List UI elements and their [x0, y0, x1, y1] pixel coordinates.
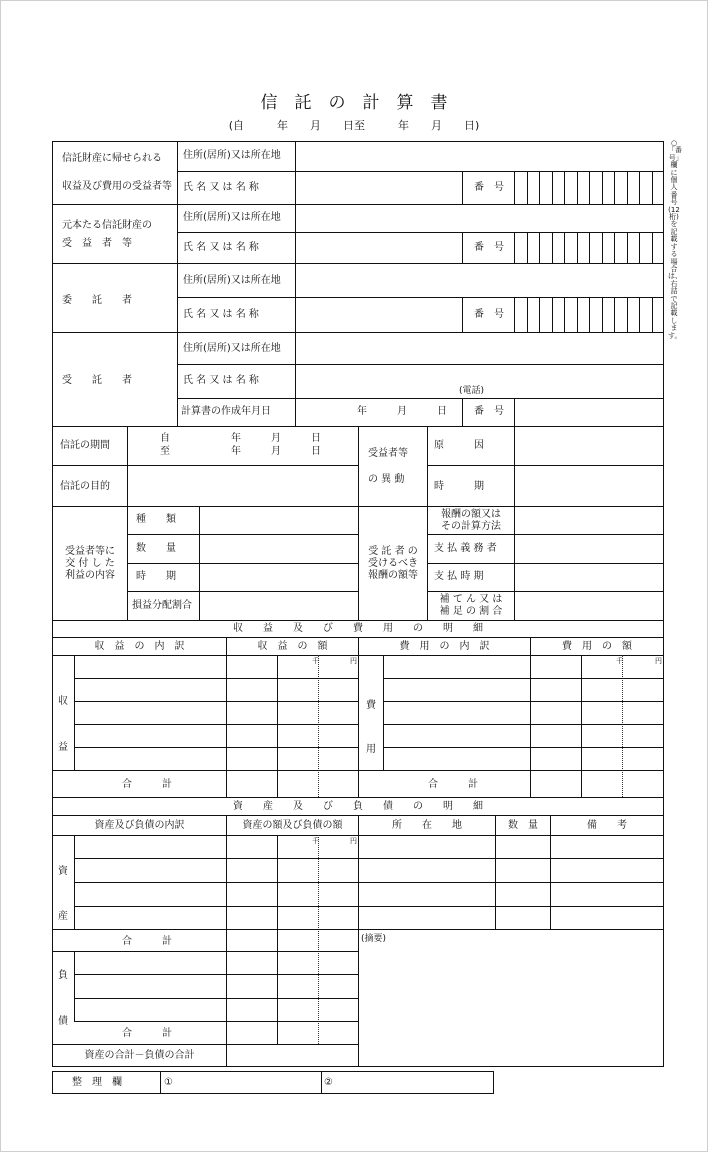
digit-box-divider: [589, 297, 590, 332]
expense-amount-header: 費 用 の 額: [562, 640, 632, 652]
income-breakdown-header: 収 益 の 内 訳: [94, 640, 185, 652]
assets-yen-unit: 円: [350, 837, 357, 845]
quantity-label: 数 量: [136, 543, 176, 554]
footer-two: ②: [324, 1077, 333, 1088]
trust-from: 自: [160, 433, 170, 444]
fee-label: 受 託 者 の 受けるべき 報酬の額等: [368, 545, 418, 581]
digit-box-divider: [652, 171, 653, 204]
digit-box-divider: [577, 171, 578, 204]
settlor-label: 委 託 者: [62, 295, 132, 306]
digit-box-divider: [552, 297, 553, 332]
time-label: 時 期: [136, 571, 176, 582]
timing-label: 時 期: [434, 481, 484, 492]
address-label-1: 住所(居所)又は所在地: [183, 150, 281, 161]
digit-box-divider: [564, 297, 565, 332]
name-label-2: 氏 名 又 は 名 称: [183, 242, 259, 253]
payer-label: 支 払 義 務 者: [434, 543, 497, 554]
trustee-label: 受 託 者: [62, 375, 132, 386]
income-side-2: 益: [58, 742, 68, 753]
digit-box-divider: [577, 297, 578, 332]
liab-side-1: 負: [58, 970, 68, 981]
cause-label: 原 因: [434, 440, 484, 451]
address-label-2: 住所(居所)又は所在地: [183, 212, 281, 223]
income-total-label: 合 計: [122, 779, 172, 790]
name-label-4: 氏 名 又 は 名 称: [183, 375, 259, 386]
digit-box-divider: [552, 232, 553, 263]
compensation-label: 補 て ん 又 は 補 足 の 割 合: [439, 594, 503, 617]
form-period: (自 年 月 日至 年 月 日): [228, 119, 480, 132]
digit-box-divider: [614, 297, 615, 332]
change-label-1: 受益者等: [368, 448, 408, 459]
created-date-ymd: 年 月 日: [357, 406, 447, 417]
pay-time-label: 支 払 時 期: [434, 571, 484, 582]
digit-box-divider: [614, 232, 615, 263]
digit-box-divider: [527, 297, 528, 332]
assets-section-title: 資 産 及 び 負 債 の 明 細: [233, 800, 483, 812]
remarks-header: 備 考: [587, 819, 627, 831]
expense-side-2: 用: [366, 744, 376, 755]
fee-amount-label: 報酬の額又は その計算方法: [441, 508, 501, 532]
principal-label-2: 受 益 者 等: [62, 238, 132, 249]
change-label-2: の 異 動: [368, 474, 405, 485]
beneficiary-label-1: 信託財産に帰せられる: [62, 153, 162, 164]
count-header: 数 量: [508, 819, 538, 831]
number-label-4: 番 号: [474, 406, 504, 417]
digit-box-divider: [589, 171, 590, 204]
digit-box-divider: [652, 232, 653, 263]
benefit-label: 受益者等に 交 付 し た 利益の内容: [65, 545, 115, 581]
trust-period-label: 信託の期間: [60, 440, 110, 451]
expense-total-label: 合 計: [428, 779, 478, 790]
ratio-label: 損益分配割合: [132, 600, 192, 611]
digit-box-divider: [589, 232, 590, 263]
liab-total-label: 合 計: [122, 1028, 172, 1039]
digit-box-divider: [614, 171, 615, 204]
digit-box-divider: [652, 297, 653, 332]
number-label-2: 番 号: [474, 242, 504, 253]
digit-box-divider: [602, 297, 603, 332]
asset-side-2: 産: [58, 911, 68, 922]
beneficiary-label-2: 収益及び費用の受益者等: [62, 181, 172, 192]
assets-thousand-unit: 千: [312, 837, 319, 845]
expense-thousand-unit: 千: [616, 657, 623, 665]
address-label-4: 住所(居所)又は所在地: [183, 343, 281, 354]
trust-to: 至: [160, 446, 170, 457]
footer-one: ①: [164, 1077, 173, 1088]
digit-box-divider: [552, 171, 553, 204]
digit-box-divider: [527, 232, 528, 263]
asset-side-1: 資: [58, 866, 68, 877]
digit-box-divider: [527, 171, 528, 204]
digit-box-divider: [627, 171, 628, 204]
income-side-1: 収: [58, 696, 68, 707]
assets-amount-header: 資産の額及び負債の額: [242, 819, 343, 831]
expense-yen-unit: 円: [655, 657, 662, 665]
trust-purpose-label: 信託の目的: [60, 481, 110, 492]
address-label-3: 住所(居所)又は所在地: [183, 275, 281, 286]
digit-box-divider: [602, 232, 603, 263]
form-title: 信 託 の 計 算 書: [260, 93, 448, 113]
digit-box-divider: [539, 171, 540, 204]
trust-from-ymd: 年 月 日: [231, 433, 321, 444]
digit-box-divider: [639, 171, 640, 204]
expense-side-1: 費: [366, 700, 376, 711]
summary-label: (摘要): [361, 934, 387, 944]
income-amount-header: 収 益 の 額: [257, 640, 328, 652]
asset-total-label: 合 計: [122, 936, 172, 947]
name-label-3: 氏 名 又 は 名 称: [183, 309, 259, 320]
digit-box-divider: [639, 232, 640, 263]
name-label-1: 氏 名 又 は 名 称: [183, 182, 259, 193]
digit-box-divider: [564, 232, 565, 263]
liab-side-2: 債: [58, 1016, 68, 1027]
number-label-3: 番 号: [474, 309, 504, 320]
income-yen-unit: 円: [350, 657, 357, 665]
assets-breakdown-header: 資産及び負債の内訳: [94, 819, 185, 831]
income-thousand-unit: 千: [312, 657, 319, 665]
digit-box-divider: [539, 232, 540, 263]
income-section-title: 収 益 及 び 費 用 の 明 細: [233, 623, 483, 634]
net-label: 資産の合計－負債の合計: [84, 1049, 195, 1061]
digit-box-divider: [639, 297, 640, 332]
digit-box-divider: [577, 232, 578, 263]
side-note: ○「番号」欄に個人番号(12桁)を記載する場合は、右詰で記載します。: [668, 139, 682, 340]
digit-box-divider: [627, 232, 628, 263]
expense-breakdown-header: 費 用 の 内 訳: [399, 640, 490, 652]
digit-box-divider: [602, 171, 603, 204]
trust-to-ymd: 年 月 日: [231, 446, 321, 457]
digit-box-divider: [539, 297, 540, 332]
digit-box-divider: [564, 171, 565, 204]
kind-label: 種 類: [136, 514, 176, 525]
principal-label-1: 元本たる信託財産の: [62, 220, 152, 231]
location-header: 所 在 地: [392, 819, 462, 831]
footer-label: 整 理 欄: [72, 1077, 122, 1088]
created-date-label: 計算書の作成年月日: [181, 406, 271, 417]
phone-label: (電話): [459, 386, 485, 396]
digit-box-divider: [627, 297, 628, 332]
number-label-1: 番 号: [474, 182, 504, 193]
